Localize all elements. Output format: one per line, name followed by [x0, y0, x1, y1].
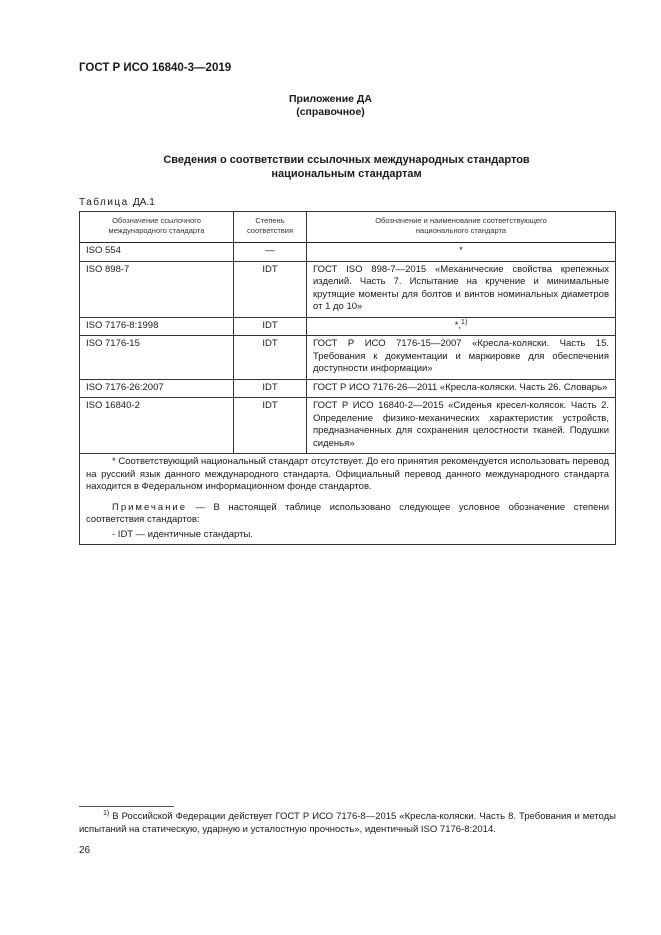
degree-cell: IDT: [234, 398, 307, 454]
note-text: — В настоящей таблице использовано следующее условное обозначение степени соответствия стандартов:: [86, 501, 609, 525]
annex-heading: [0, 93, 661, 119]
header-col2-line1: Степень: [255, 216, 285, 225]
reference-cell: ISO 7176-8:1998: [80, 317, 234, 336]
idt-definition: - IDT — идентичные стандарты.: [112, 528, 253, 540]
table-notes: [80, 454, 616, 545]
table-row: [80, 261, 616, 317]
header-degree: [234, 212, 307, 243]
table-caption: [79, 197, 155, 208]
header-col2-line2: соответствия: [246, 226, 294, 235]
header-national-standard: [307, 212, 616, 243]
correspondence-table: [79, 211, 616, 545]
table-row: [80, 243, 616, 262]
reference-cell: ISO 898-7: [80, 261, 234, 317]
section-title-line-1: Сведения о соответствии ссылочных международных стандартов: [163, 154, 530, 166]
national-cell: ГОСТ Р ИСО 7176-26—2011 «Кресла-коляски. Часть 26. Словарь»: [307, 379, 616, 398]
national-cell: ГОСТ Р ИСО 16840-2—2015 «Сиденья кресел-колясок. Часть 2. Определение физико-механических характеристик устройств, предназначенных для сохранения целостности тканей. Подушки сиденья»: [307, 398, 616, 454]
table-header-row: [80, 212, 616, 243]
table-row: [80, 379, 616, 398]
header-col3-line1: Обозначение и наименование соответствующего: [375, 216, 547, 225]
note-label: Примечание: [112, 501, 187, 513]
reference-cell: ISO 16840-2: [80, 398, 234, 454]
asterisk-note: * Соответствующий национальный стандарт отсутствует. До его принятия рекомендуется использовать перевод на русский язык данного международного стандарта. Официальный перевод данного международного стандарта находится в Федеральном информационном фонде стандартов.: [86, 456, 609, 492]
header-col1-line1: Обозначение ссылочного: [112, 216, 201, 225]
header-reference-standard: [80, 212, 234, 243]
table-caption-word: Таблица: [79, 197, 129, 208]
degree-cell: IDT: [234, 379, 307, 398]
reference-cell: ISO 7176-15: [80, 336, 234, 380]
degree-cell: IDT: [234, 261, 307, 317]
reference-cell: ISO 554: [80, 243, 234, 262]
table-notes-row: [80, 454, 616, 545]
document-header: ГОСТ Р ИСО 16840-3—2019: [79, 62, 232, 74]
footnote-number: 1): [103, 809, 110, 817]
national-cell: *: [307, 243, 616, 262]
degree-cell: —: [234, 243, 307, 262]
annex-title: Приложение ДА: [289, 93, 372, 105]
footnote-divider: [79, 806, 174, 807]
table-row: [80, 317, 616, 336]
degree-cell: IDT: [234, 336, 307, 380]
footnote: [79, 810, 616, 836]
section-title-line-2: национальным стандартам: [271, 168, 422, 180]
national-cell: ГОСТ ISO 898-7—2015 «Механические свойства крепежных изделий. Часть 7. Испытание на кручение и минимальные крутящие моменты для болтов и винтов номинальных диаметров от 1 до 10»: [307, 261, 616, 317]
table-note: [86, 502, 609, 527]
section-title: [79, 153, 614, 181]
annex-subtitle: (справочное): [296, 106, 365, 118]
national-text: *,: [454, 319, 462, 331]
header-col1-line2: международного стандарта: [108, 226, 205, 235]
national-cell: ГОСТ Р ИСО 7176-15—2007 «Кресла-коляски. Часть 15. Требования к документации и маркировке для обеспечения доступности информации»: [307, 336, 616, 380]
degree-cell: IDT: [234, 317, 307, 336]
national-cell: [307, 317, 616, 336]
footnote-text: В Российской Федерации действует ГОСТ Р ИСО 7176-8—2015 «Кресла-коляски. Часть 8. Требования и методы испытаний на статическую, ударную и усталостную прочность», идентичный ISO 7176-8:2014.: [79, 811, 616, 835]
table-row: [80, 336, 616, 380]
reference-cell: ISO 7176-26:2007: [80, 379, 234, 398]
header-col3-line2: национального стандарта: [415, 226, 507, 235]
footnote-marker[interactable]: 1): [461, 318, 468, 326]
table-row: [80, 398, 616, 454]
table-caption-number: ДА.1: [133, 197, 155, 208]
page-number: 26: [79, 845, 91, 856]
